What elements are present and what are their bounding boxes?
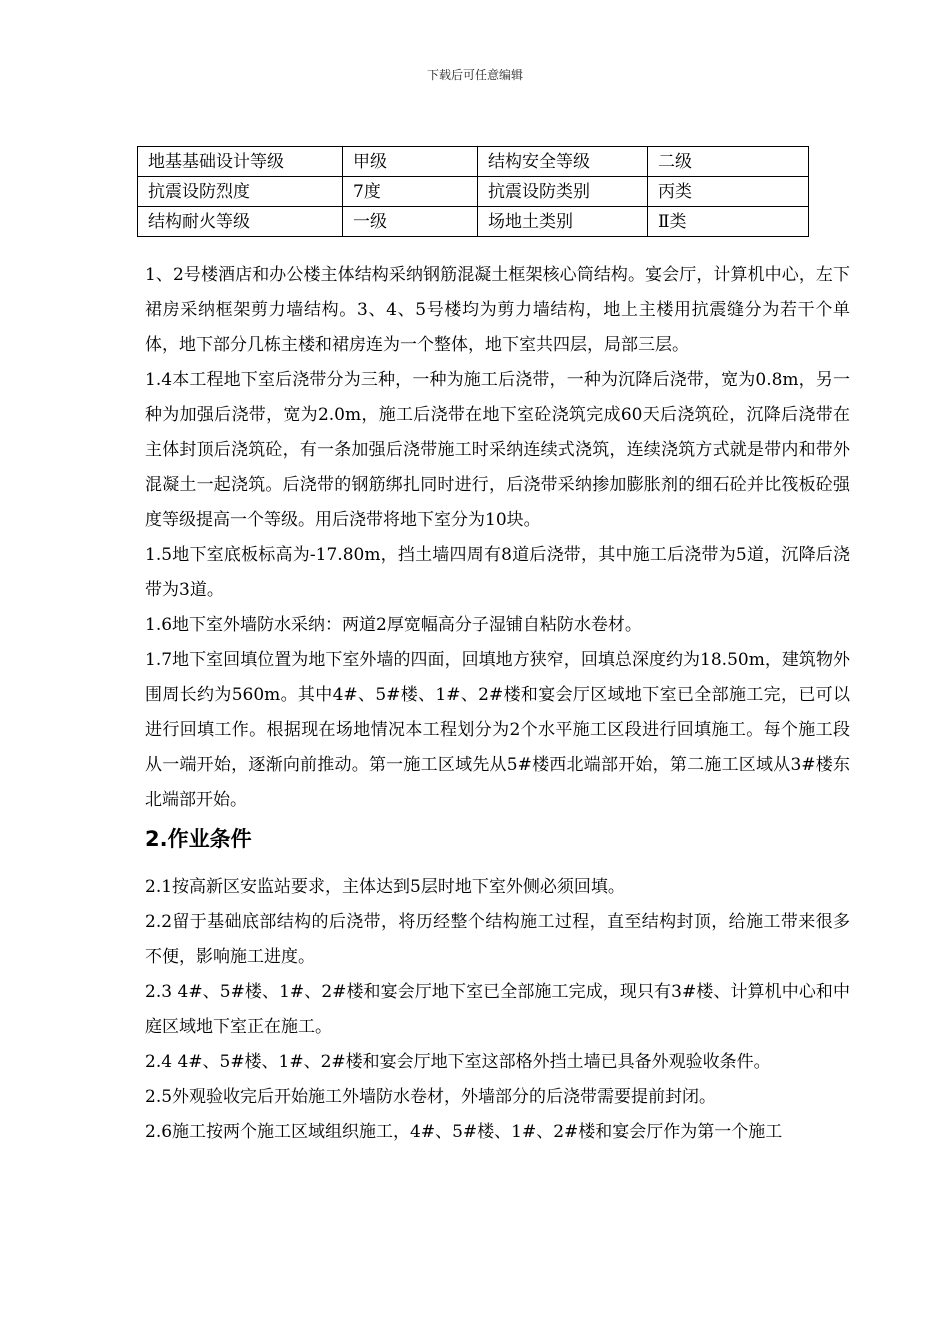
paragraph: 1.4本工程地下室后浇带分为三种，一种为施工后浇带，一种为沉降后浇带，宽为0.8m，另一种为加强后浇带，宽为2.0m，施工后浇带在地下室砼浇筑完成60天后浇筑砼，沉降后浇带在主体封顶后浇筑砼，有一条加强后浇带施工时采纳连续式浇筑，连续浇筑方式就是带内和带外混凝土一起浇筑。后浇带的钢筋绑扎同时进行，后浇带采纳掺加膨胀剂的细石砼并比筏板砼强度等级提高一个等级。用后浇带将地下室分为10块。 (145, 370, 850, 530)
table-cell: 结构耐火等级 (138, 207, 343, 237)
document-body (145, 258, 850, 1150)
table-cell: 二级 (648, 147, 809, 177)
design-parameters-table (137, 146, 809, 237)
page-header-note: 下载后可任意编辑 (426, 68, 523, 82)
paragraph: 2.2留于基础底部结构的后浇带，将历经整个结构施工过程，直至结构封顶，给施工带来很多不便，影响施工进度。 (145, 912, 850, 967)
table-row (138, 147, 809, 177)
section-heading: 2.作业条件 (145, 827, 252, 851)
paragraph: 1.6地下室外墙防水采纳：两道2厚宽幅高分子湿铺自粘防水卷材。 (145, 615, 642, 635)
table-cell: 场地土类别 (478, 207, 648, 237)
table-cell: 抗震设防烈度 (138, 177, 343, 207)
paragraph: 2.6施工按两个施工区域组织施工，4#、5#楼、1#、2#楼和宴会厅作为第一个施工 (145, 1122, 783, 1142)
table-cell: Ⅱ类 (648, 207, 809, 237)
paragraph: 2.5外观验收完后开始施工外墙防水卷材，外墙部分的后浇带需要提前封闭。 (145, 1087, 717, 1107)
table-cell: 7度 (343, 177, 478, 207)
paragraph: 2.4 4#、5#楼、1#、2#楼和宴会厅地下室这部格外挡土墙已具备外观验收条件。 (145, 1052, 771, 1072)
table-cell: 结构安全等级 (478, 147, 648, 177)
paragraph: 2.3 4#、5#楼、1#、2#楼和宴会厅地下室已全部施工完成，现只有3#楼、计算机中心和中庭区域地下室正在施工。 (145, 982, 850, 1037)
table-cell: 甲级 (343, 147, 478, 177)
table-cell: 丙类 (648, 177, 809, 207)
table-row (138, 177, 809, 207)
paragraph: 2.1按高新区安监站要求，主体达到5层时地下室外侧必须回填。 (145, 877, 625, 897)
paragraph: 1.5地下室底板标高为-17.80m，挡土墙四周有8道后浇带，其中施工后浇带为5道，沉降后浇带为3道。 (145, 545, 850, 600)
table-cell: 地基基础设计等级 (138, 147, 343, 177)
table-row (138, 207, 809, 237)
table-cell: 一级 (343, 207, 478, 237)
table-cell: 抗震设防类别 (478, 177, 648, 207)
paragraph: 1.7地下室回填位置为地下室外墙的四面，回填地方狭窄，回填总深度约为18.50m，建筑物外围周长约为560m。其中4#、5#楼、1#、2#楼和宴会厅区域地下室已全部施工完，已可以进行回填工作。根据现在场地情况本工程划分为2个水平施工区段进行回填施工。每个施工段从一端开始，逐渐向前推动。第一施工区域先从5#楼西北端部开始，第二施工区域从3#楼东北端部开始。 (145, 650, 850, 810)
paragraph: 1、2号楼酒店和办公楼主体结构采纳钢筋混凝土框架核心筒结构。宴会厅，计算机中心，左下裙房采纳框架剪力墙结构。3、4、5号楼均为剪力墙结构，地上主楼用抗震缝分为若干个单体，地下部分几栋主楼和裙房连为一个整体，地下室共四层，局部三层。 (145, 265, 850, 355)
